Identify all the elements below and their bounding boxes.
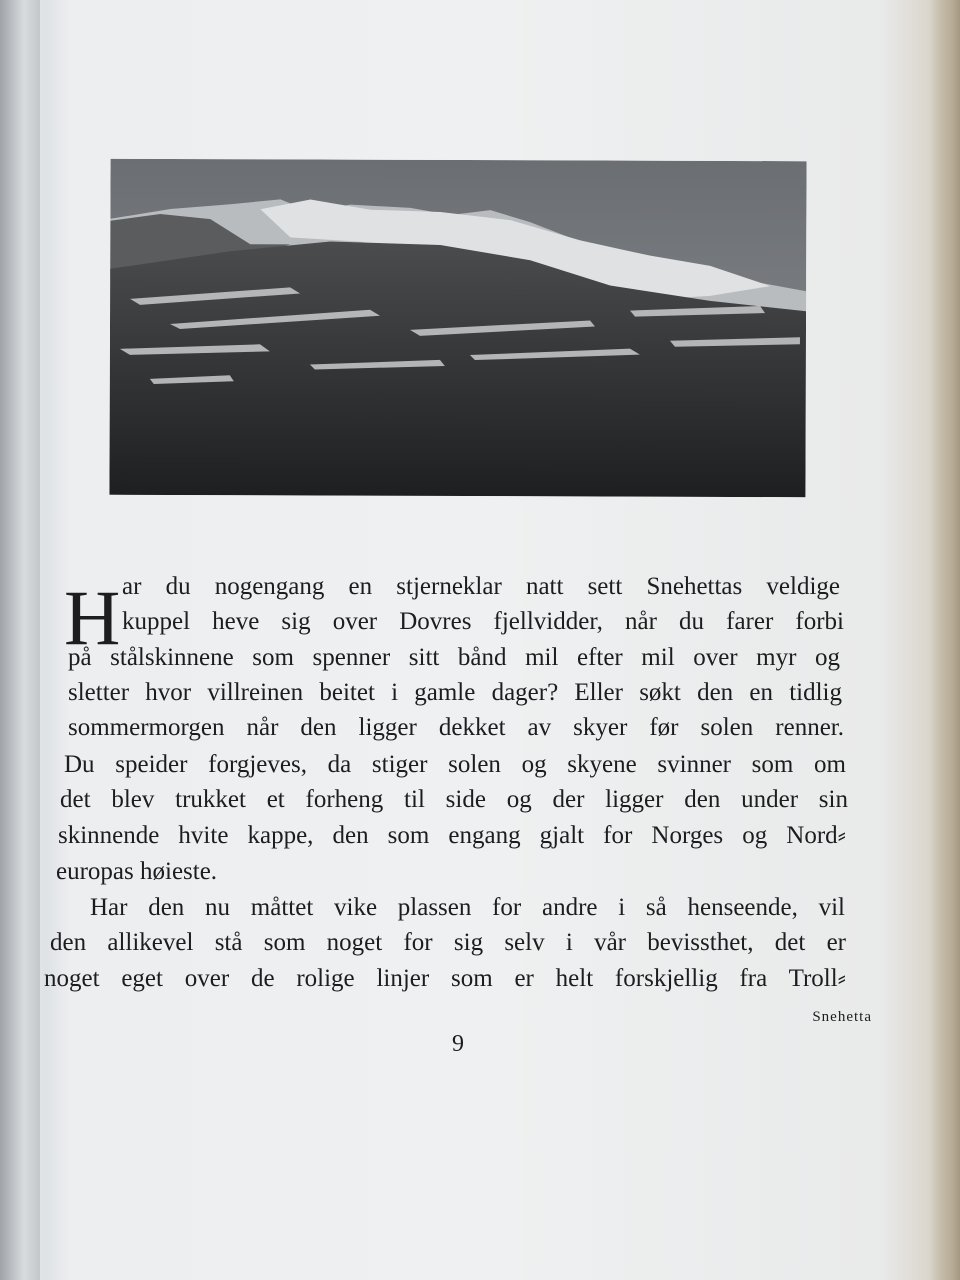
running-caption: Snehetta bbox=[812, 1009, 872, 1025]
page-number: 9 bbox=[452, 1031, 464, 1057]
text-line: skinnende hvite kappe, den som engang gjalt for Norges og Nord⸗ bbox=[58, 822, 846, 849]
mountain-photo bbox=[109, 159, 806, 497]
left-page-edge bbox=[0, 0, 40, 1280]
text-line: ar du nogengang en stjerneklar natt sett Snehettas veldige bbox=[122, 573, 840, 600]
text-line: sletter hvor villreinen beitet i gamle dager? Eller søkt den en tidlig bbox=[68, 679, 842, 706]
text-line: Du speider forgjeves, da stiger solen og skyene svinner som om bbox=[64, 751, 846, 778]
text-line: på stålskinnene som spenner sitt bånd mil efter mil over myr og bbox=[68, 644, 840, 671]
text-line: det blev trukket et forheng til side og der ligger den under sin bbox=[60, 786, 848, 813]
text-line: noget eget over de rolige linjer som er helt forskjellig fra Troll⸗ bbox=[44, 965, 846, 992]
text-line: Har den nu måttet vike plassen for andre i så henseende, vil bbox=[90, 894, 845, 921]
text-line: kuppel heve sig over Dovres fjellvidder, når du farer forbi bbox=[122, 608, 844, 635]
book-cover-edge bbox=[930, 0, 960, 1280]
text-line: den allikevel stå som noget for sig selv i vår bevissthet, det er bbox=[50, 929, 846, 956]
text-line: europas høieste. bbox=[56, 858, 218, 885]
drop-cap: H bbox=[64, 574, 121, 661]
text-line: sommermorgen når den ligger dekket av skyer før solen renner. bbox=[68, 714, 844, 741]
